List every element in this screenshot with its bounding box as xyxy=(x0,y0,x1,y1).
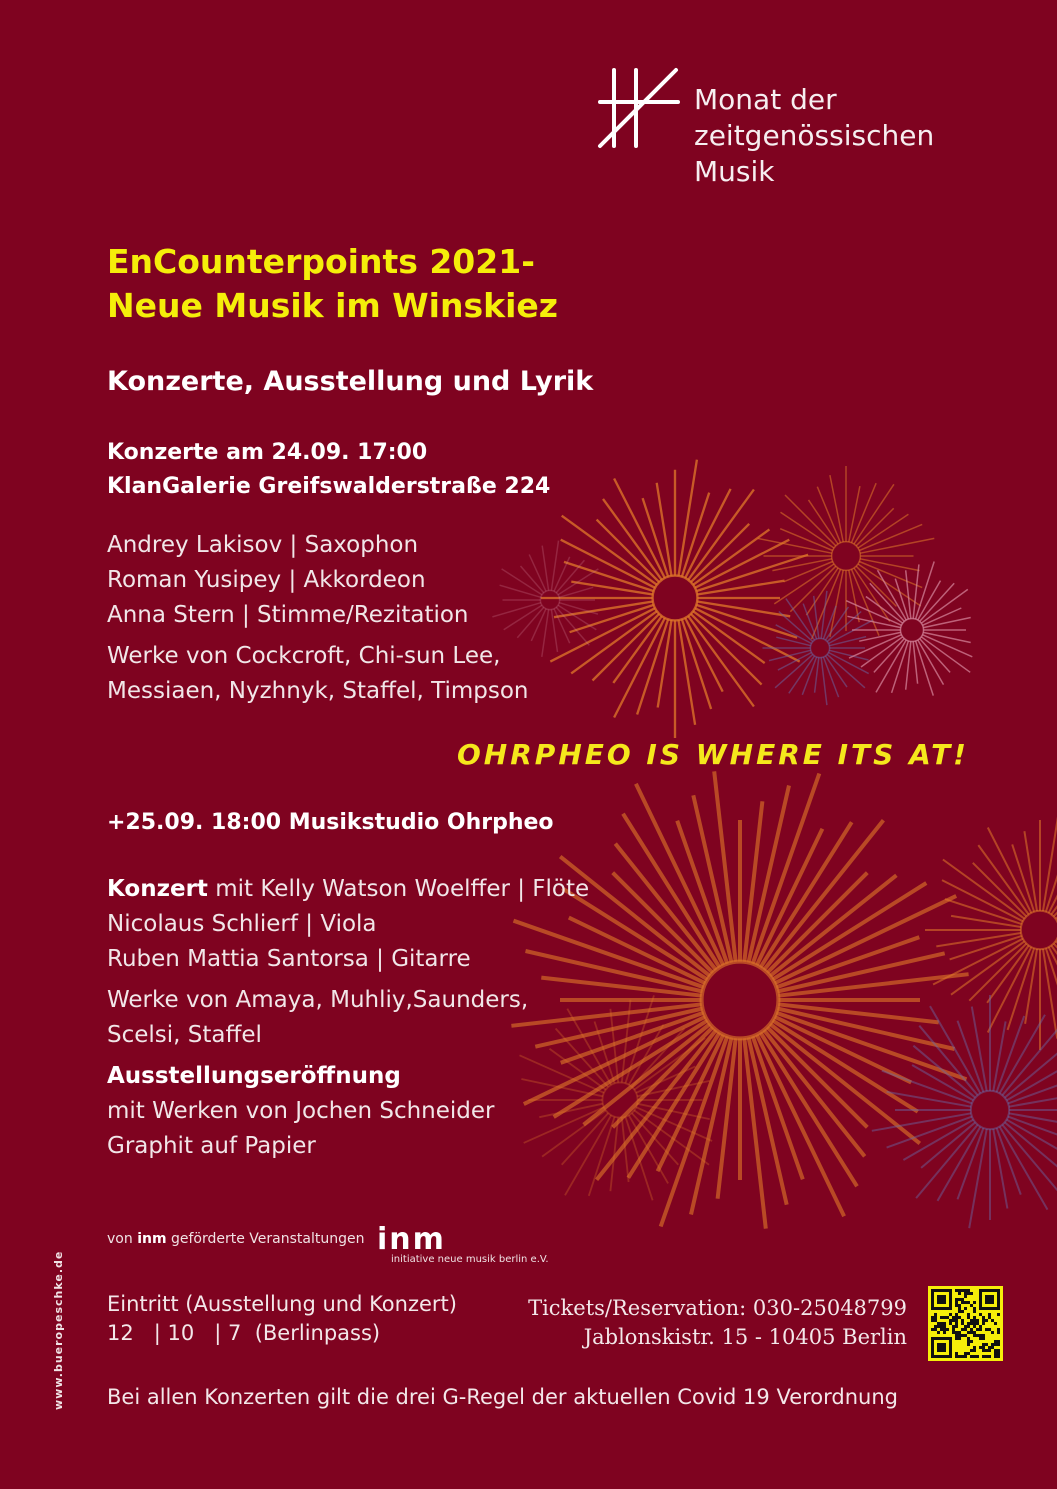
ticket-info xyxy=(528,1294,907,1352)
concert1-works xyxy=(107,639,528,709)
concert1-venue: KlanGalerie Greifswalderstraße 224 xyxy=(107,474,551,499)
qr-code-icon[interactable] xyxy=(928,1286,1003,1361)
inm-logo-subtitle: initiative neue musik berlin e.V. xyxy=(391,1254,549,1265)
subtitle: Konzerte, Ausstellung und Lyrik xyxy=(107,366,594,397)
sponsor-bold: inm xyxy=(137,1231,167,1247)
concert-label: Konzert xyxy=(107,876,208,902)
works-line: Messiaen, Nyzhnyk, Staffel, Timpson xyxy=(107,678,529,704)
performer-line: Andrey Lakisov | Saxophon xyxy=(107,532,419,558)
concert2-heading: +25.09. 18:00 Musikstudio Ohrpheo xyxy=(107,810,554,835)
performer-line: Roman Yusipey | Akkordeon xyxy=(107,567,426,593)
designer-credit: www.bueropeschke.de xyxy=(52,1250,65,1410)
sponsor-note xyxy=(107,1231,364,1247)
tickets-address: Jablonskistr. 15 - 10405 Berlin xyxy=(583,1325,907,1349)
exhibition-line: Graphit auf Papier xyxy=(107,1133,316,1159)
logo-line-1: Monat der xyxy=(694,83,837,116)
page-title xyxy=(107,240,558,328)
inm-logo xyxy=(377,1222,549,1265)
logo-line-3: Musik xyxy=(694,155,775,188)
inm-logo-word: inm xyxy=(377,1222,446,1257)
logo-line-2: zeitgenössischen xyxy=(694,119,935,152)
concert1-heading xyxy=(107,436,550,504)
performer-first: mit Kelly Watson Woelffer | Flöte xyxy=(207,876,590,902)
sponsor-pre: von xyxy=(107,1231,138,1247)
slogan: OHRPHEO IS WHERE ITS AT! xyxy=(457,738,969,771)
performer-line: Ruben Mattia Santorsa | Gitarre xyxy=(107,946,471,972)
sponsor-post: geförderte Veranstaltungen xyxy=(166,1231,365,1247)
concert1-performers xyxy=(107,528,469,633)
works-line: Werke von Amaya, Muhliy,Saunders, xyxy=(107,987,529,1013)
asterisk-icon xyxy=(596,66,680,150)
title-line-2: Neue Musik im Winskiez xyxy=(107,286,558,325)
works-line: Scelsi, Staffel xyxy=(107,1022,262,1048)
title-line-1: EnCounterpoints 2021- xyxy=(107,242,535,281)
performer-line: Nicolaus Schlierf | Viola xyxy=(107,911,377,937)
exhibition xyxy=(107,1059,495,1164)
covid-notice: Bei allen Konzerten gilt die drei G-Regel der aktuellen Covid 19 Verordnung xyxy=(107,1385,898,1409)
admission-info xyxy=(107,1290,457,1348)
concert2-performers xyxy=(107,872,589,977)
concert1-date: Konzerte am 24.09. 17:00 xyxy=(107,440,428,465)
performer-line: Anna Stern | Stimme/Rezitation xyxy=(107,602,469,628)
concert2-works xyxy=(107,983,528,1053)
admission-line-1: Eintritt (Ausstellung und Konzert) xyxy=(107,1292,457,1316)
works-line: Werke von Cockcroft, Chi-sun Lee, xyxy=(107,643,501,669)
exhibition-line: mit Werken von Jochen Schneider xyxy=(107,1098,495,1124)
exhibition-title: Ausstellungseröffnung xyxy=(107,1063,401,1089)
tickets-phone: Tickets/Reservation: 030-25048799 xyxy=(528,1296,907,1320)
admission-prices: 12 | 10 | 7 (Berlinpass) xyxy=(107,1321,381,1345)
festival-logo-text xyxy=(694,82,934,190)
performer-line xyxy=(107,872,589,907)
